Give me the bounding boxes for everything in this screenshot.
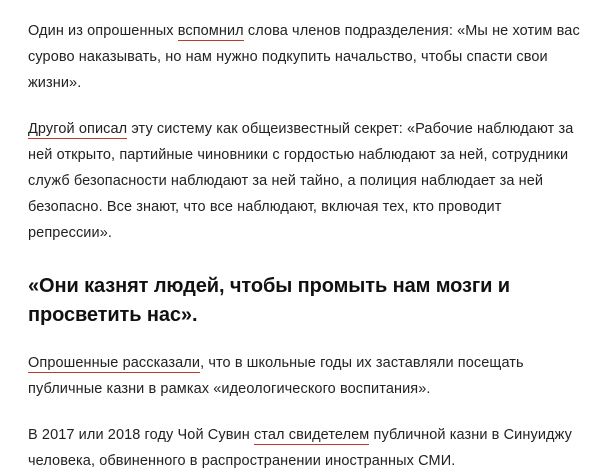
paragraph-3 [28, 350, 582, 402]
paragraph-1 [28, 18, 582, 96]
paragraph-1-text-part-2: слова членов подразделения: «Мы не хотим вас сурово наказывать, но нам нужно подкупить начальство, чтобы спасти свои жизни». [28, 23, 580, 91]
section-heading: «Они казнят людей, чтобы промыть нам мозги и просветить нас». [28, 275, 510, 326]
paragraph-4-text-part-1: В 2017 или 2018 году Чой Сувин [28, 427, 254, 443]
link-drugoy-opisal[interactable]: Другой описал [28, 121, 128, 137]
link-oproshennye-rasskazali[interactable]: Опрошенные рассказали [28, 355, 201, 371]
paragraph-3-text: , что в школьные годы их заставляли посещать публичные казни в рамках «идеологического воспитания». [28, 355, 524, 397]
paragraph-4 [28, 422, 582, 474]
paragraph-1-text-part-1: Один из опрошенных [28, 23, 178, 39]
paragraph-2-text: эту систему как общеизвестный секрет: «Рабочие наблюдают за ней открыто, партийные чиновники с гордостью наблюдают за ней, сотрудники служб безопасности наблюдают за ней тайно, а полиция наблюдает за ней безопасно. Все знают, что все наблюдают, включая тех, кто проводит репрессии». [28, 121, 574, 241]
link-stal-svidetelem[interactable]: стал свидетелем [253, 427, 370, 443]
paragraph-2 [28, 116, 582, 246]
link-vspomnil[interactable]: вспомнил [177, 23, 244, 39]
paragraph-4-text-part-2: публичной казни в Синуиджу человека, обвиненного в распространении иностранных СМИ. [28, 427, 572, 469]
